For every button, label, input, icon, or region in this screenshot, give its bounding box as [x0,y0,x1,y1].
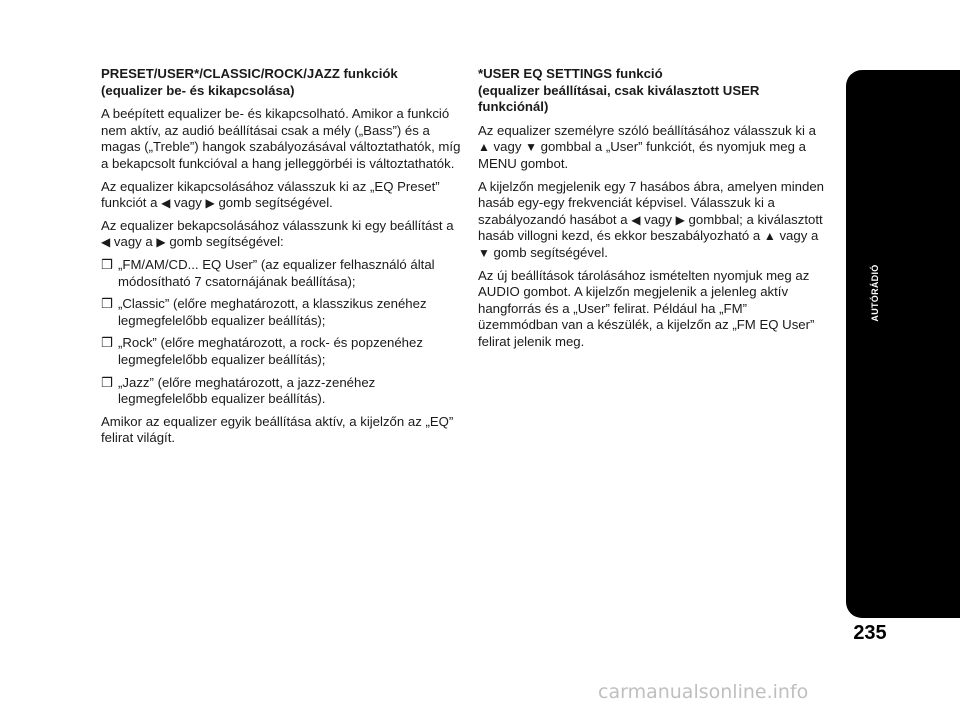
text-run: Az equalizer kikapcsolásához válasszuk ki az „EQ Preset” funkciót a [101,178,440,211]
list-item-text: „FM/AM/CD... EQ User” (az equalizer felhasználó által módosítható 7 csatornájának beállítása); [118,256,435,289]
text-run: gombbal; a kiválasztott hasáb villogni kezd, és ekkor beszabályozható a [478,211,823,244]
text-run: gomb segítségével. [489,244,608,260]
text-run: Az equalizer bekapcsolásához válasszunk ki egy beállítást a [101,217,454,233]
up-arrow-icon: ▲ [478,140,490,155]
text-run: gombbal a „User” funkciót, és nyomjuk meg a MENU gombot. [478,139,806,171]
heading-line-2: (equalizer beállításai, csak kiválasztott USER funkciónál) [478,82,760,115]
text-run: vagy a [775,228,819,244]
list-item [101,257,461,290]
list-item [101,335,461,368]
right-column [478,66,828,357]
left-column [101,66,461,453]
down-arrow-icon: ▼ [478,245,490,260]
left-arrow-icon: ◀ [631,212,641,227]
paragraph-user-select [478,123,828,173]
section-tab-label: AUTÓRÁDIÓ [870,264,880,322]
up-arrow-icon: ▲ [763,229,776,244]
list-item [101,296,461,329]
left-arrow-icon: ◀ [101,235,111,250]
paragraph-eq-on [101,218,461,251]
section-side-tab [846,70,960,618]
section-heading [101,66,461,99]
paragraph-band-adjust [478,179,828,262]
text-run: vagy [640,211,676,227]
watermark: carmanualsonline.info [598,681,809,703]
down-arrow-icon: ▼ [525,140,537,155]
paragraph-eq-indicator: Amikor az equalizer egyik beállítása aktív, a kijelzőn az „EQ” felirat világít. [101,413,454,446]
heading-line-2: (equalizer be- és kikapcsolása) [101,82,295,98]
text-run: A kijelzőn megjelenik egy 7 hasábos ábra, amelyen minden hasáb egy-egy frekvenciát képvisel. Válasszuk ki a szabályozandó hasábot a [478,178,825,227]
text-run: gomb segítségével: [165,234,284,250]
paragraph-save: Az új beállítások tárolásához ismételten nyomjuk meg az AUDIO gombot. A kijelzőn megjelenik a jelenleg aktív hangforrás és a „User” felirat. Például ha „FM” üzemmódban van a készülék, a kijelzőn az „FM EQ User” felirat jelenik meg. [478,267,815,349]
text-run: vagy [489,139,526,155]
right-arrow-icon: ▶ [205,196,215,211]
list-item [101,375,461,408]
section-heading [478,66,828,116]
checkbox-bullet-icon: ❒ [101,256,113,272]
text-run: gomb segítségével. [214,195,333,211]
paragraph-intro: A beépített equalizer be- és kikapcsolható. Amikor a funkció nem aktív, az audió beállításai csak a mély („Bass”) és a magas („Treble”) hangok szabályozásával változtathatók, míg a bekapcsolt funkcióval a hang jelleggörbéi is változtathatók. [101,106,461,171]
page-number: 235 [853,622,887,644]
checkbox-bullet-icon: ❒ [101,374,113,390]
right-arrow-icon: ▶ [675,212,685,227]
heading-line-1: *USER EQ SETTINGS funkció [478,66,663,81]
heading-line-1: PRESET/USER*/CLASSIC/ROCK/JAZZ funkciók [101,66,398,81]
text-run: Az equalizer személyre szóló beállításához válasszuk ki a [478,122,816,138]
list-item-text: „Rock” (előre meghatározott, a rock- és popzenéhez legmegfelelőbb equalizer beállítás); [118,335,423,367]
checkbox-bullet-icon: ❒ [101,335,113,351]
paragraph-eq-off [101,179,461,212]
left-arrow-icon: ◀ [161,196,171,211]
text-run: vagy [170,195,206,211]
list-item-text: „Classic” (előre meghatározott, a klasszikus zenéhez legmegfelelőbb equalizer beállítás); [118,296,427,328]
right-arrow-icon: ▶ [156,235,166,250]
list-item-text: „Jazz” (előre meghatározott, a jazz-zenéhez legmegfelelőbb equalizer beállítás). [118,374,376,407]
text-run: vagy a [110,234,157,250]
checkbox-bullet-icon: ❒ [101,296,113,312]
